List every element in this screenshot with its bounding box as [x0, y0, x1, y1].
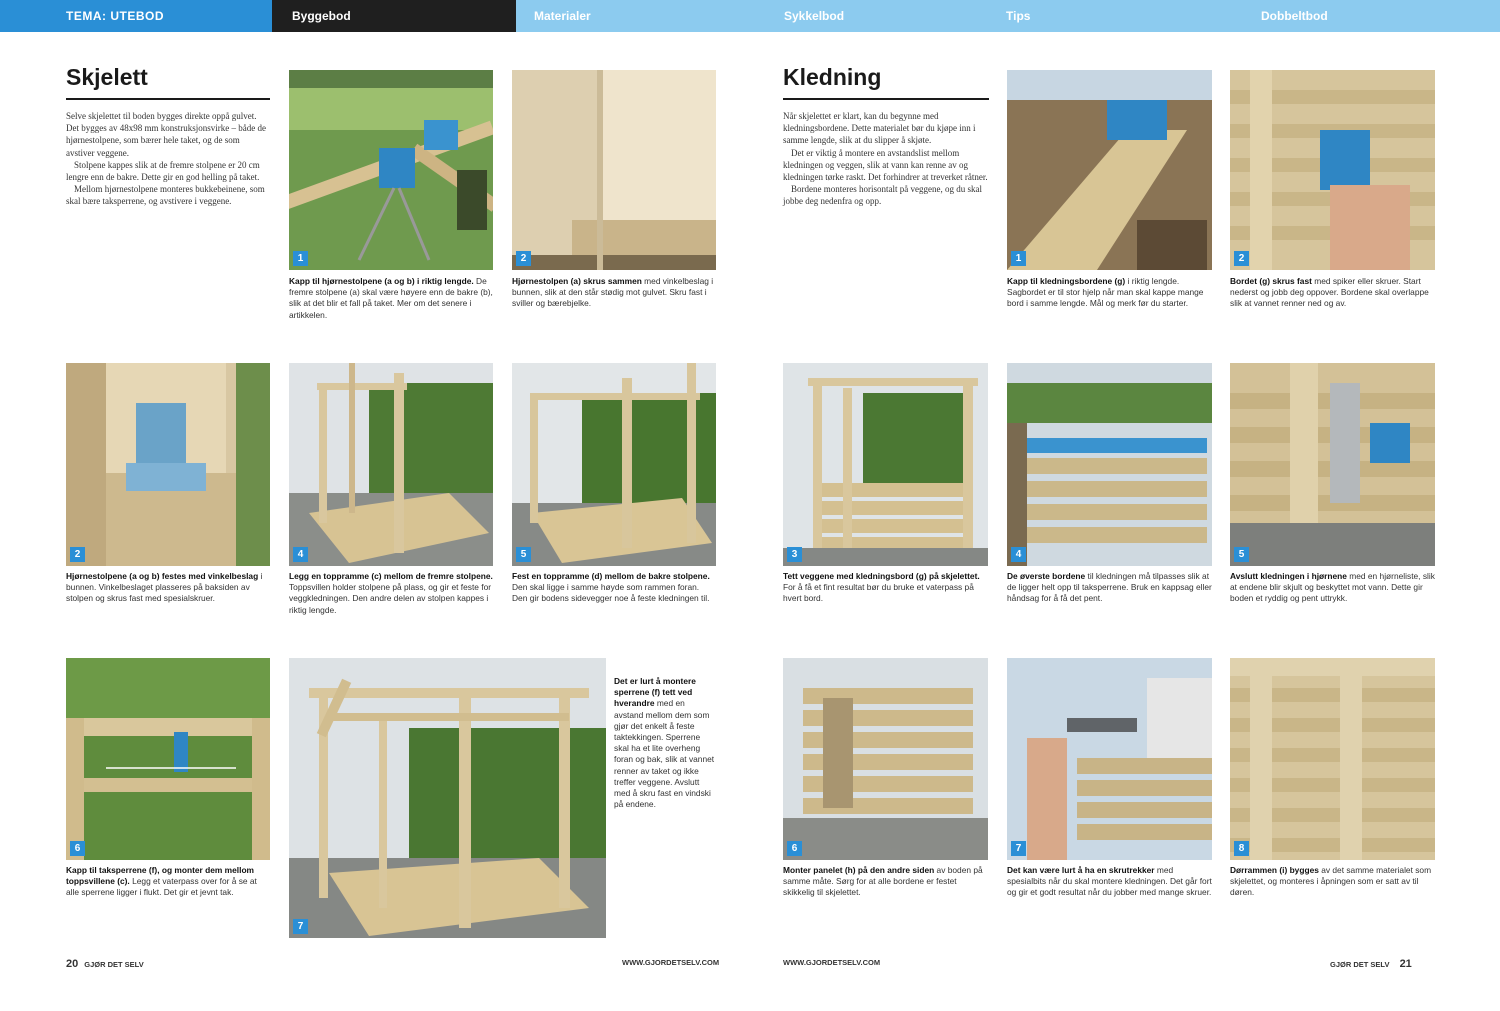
photo-cladding-7 [1007, 658, 1212, 860]
caption-body: med en hjørneliste, slik at endene blir skjult og beskyttet mot vann. Dette gir boden et ryddig og pent uttrykk. [1230, 571, 1435, 604]
caption-step-3 [66, 571, 270, 605]
caption-lead: De øverste bordene [1007, 571, 1086, 581]
section-title-right: Kledning [783, 64, 882, 90]
photo-step-7 [289, 658, 606, 938]
intro-paragraph: Når skjelettet er klart, kan du begynne med kledningsbordene. Dette materialet bør du kjøpe inn i samme lengde, slik at du slipper å skjøte. [783, 111, 976, 146]
photo-cladding-3 [783, 363, 988, 566]
caption-lead: Hjørnestolpen (a) skrus sammen [512, 276, 642, 286]
caption-step-2 [512, 276, 716, 310]
caption-lead: Dørrammen (i) bygges [1230, 865, 1319, 875]
nav-tab-active: Byggebod [272, 0, 516, 32]
intro-paragraph: Det er viktig å montere en avstandslist mellom kledningen og veggen, slik at vann kan renne av og kledningen tørke raskt. Det forhindrer at treverket råtner. [783, 147, 988, 183]
intro-paragraph: Bordene monteres horisontalt på veggene, og du skal jobbe deg nedenfra og opp. [783, 184, 982, 207]
caption-body: i bunnen. Vinkelbeslaget plasseres på baksiden av stolpen og skrus fast med spesialskruer. [66, 571, 263, 604]
caption-body: Toppsvillen holder stolpene på plass, og gir et feste for veggkledningen. Den andre delen av stolpen kappes i riktig lengde. [289, 582, 492, 615]
footer-left [66, 958, 144, 970]
section-title-left: Skjelett [66, 64, 148, 90]
caption-body: Den skal ligge i samme høyde som rammen foran. Den gir bodens sidevegger noe å feste kledningen til. [512, 582, 710, 604]
photo-step-3 [66, 363, 270, 566]
caption-body: De fremre stolpene (a) skal være høyere enn de bakre (b), slik at det blir et fall på taket. Mer om det senere i artikkelen. [289, 276, 493, 320]
title-rule [66, 98, 270, 100]
caption-body: med spesialbits når du skal montere kledningen. Det går fort og gir et godt resultat når du jobber med mange skruer. [1007, 865, 1212, 898]
caption-lead: Det kan være lurt å ha en skrutrekker [1007, 865, 1155, 875]
photo-cladding-1 [1007, 70, 1212, 270]
magazine-name: GJØR DET SELV [84, 960, 144, 969]
caption-step-4 [289, 571, 493, 616]
step-number: 5 [1234, 547, 1249, 562]
nav-tab: Tips [1006, 9, 1031, 23]
caption-body: med spiker eller skruer. Start nederst og jobb deg oppover. Bordene skal overlappe slik at vannet renner ned og av. [1230, 276, 1429, 309]
caption-cladding-5 [1230, 571, 1435, 605]
step-number: 3 [787, 547, 802, 562]
caption-lead: Bordet (g) skrus fast [1230, 276, 1312, 286]
intro-text-left [66, 110, 270, 208]
caption-step-1 [289, 276, 493, 321]
section-nav [0, 0, 1500, 32]
intro-paragraph: Mellom hjørnestolpene monteres bukkebeinene, som skal bære taksperrene, og avstivere i veggene. [66, 184, 265, 207]
footer-web-right: WWW.GJORDETSELV.COM [783, 958, 881, 967]
caption-body: til kledningen må tilpasses slik at de ligger helt opp til taksperrene. Bruk en kappsag eller håndsag for å få det pent. [1007, 571, 1212, 604]
magazine-name: GJØR DET SELV [1330, 960, 1390, 969]
intro-paragraph: Stolpene kappes slik at de fremre stolpene er 20 cm lengre enn de bakre. Dette gir en god helling på taket. [66, 159, 260, 183]
nav-tab: Dobbeltbod [1261, 9, 1328, 23]
step-number: 6 [787, 841, 802, 856]
caption-cladding-2 [1230, 276, 1435, 310]
caption-body: med vinkelbeslag i bunnen, slik at den står stødig mot gulvet. Skru fast i sviller og bærebjelke. [512, 276, 714, 309]
caption-cladding-4 [1007, 571, 1212, 605]
caption-lead: Monter panelet (h) på den andre siden [783, 865, 935, 875]
caption-cladding-6 [783, 865, 988, 899]
step-number: 8 [1234, 841, 1249, 856]
sidebar-body: med en avstand mellom dem som gjør det enkelt å feste taktekkingen. Sperrene skal ha et lite overheng foran og bak, slik at vannet renner av taket og ikke treffer veggene. Avslutt med å skru fast en vindski på endene. [614, 698, 715, 810]
caption-step-6 [66, 865, 270, 899]
step-number: 7 [293, 919, 308, 934]
photo-step-2 [512, 70, 716, 270]
caption-lead: Tett veggene med kledningsbord (g) på skjelettet. [783, 571, 980, 581]
caption-body: av det samme materialet som skjelettet, og monteres i åpningen som er satt av til døren. [1230, 865, 1432, 898]
nav-tab: Sykkelbod [784, 9, 845, 23]
sidebar-note [614, 676, 716, 810]
caption-lead: Kapp til taksperrene (f), og monter dem mellom toppsvillene (c). [66, 865, 255, 887]
caption-cladding-8 [1230, 865, 1435, 899]
caption-lead: Kapp til kledningsbordene (g) [1007, 276, 1126, 286]
step-number: 2 [516, 251, 531, 266]
step-number: 5 [516, 547, 531, 562]
caption-body: For å få et fint resultat bør du bruke et vaterpass på hvert bord. [783, 582, 974, 604]
caption-step-5 [512, 571, 716, 605]
step-number: 4 [1011, 547, 1026, 562]
photo-cladding-2 [1230, 70, 1435, 270]
nav-tabs [516, 0, 1500, 32]
footer-right [1330, 958, 1418, 970]
step-number: 7 [1011, 841, 1026, 856]
step-number: 1 [293, 251, 308, 266]
step-number: 6 [70, 841, 85, 856]
caption-body: i riktig lengde. Sagbordet er til stor hjelp når man skal kappe mange bord i samme lengde. Mål og merk før du starter. [1007, 276, 1204, 309]
caption-lead: Legg en toppramme (c) mellom de fremre stolpene. [289, 571, 493, 581]
title-rule [783, 98, 989, 100]
caption-body: av boden på samme måte. Sørg for at alle bordene er festet skikkelig til skjelettet. [783, 865, 983, 898]
photo-cladding-5 [1230, 363, 1435, 566]
step-number: 1 [1011, 251, 1026, 266]
sidebar-lead: Det er lurt å montere sperrene (f) tett ved hverandre [614, 676, 696, 709]
caption-lead: Kapp til hjørnestolpene (a og b) i riktig lengde. [289, 276, 474, 286]
step-number: 2 [70, 547, 85, 562]
photo-step-6 [66, 658, 270, 860]
photo-cladding-8 [1230, 658, 1435, 860]
photo-step-5 [512, 363, 716, 566]
footer-web-left: WWW.GJORDETSELV.COM [622, 958, 720, 967]
caption-cladding-3 [783, 571, 988, 605]
nav-brand: TEMA: UTEBOD [0, 0, 272, 32]
page-number: 21 [1399, 958, 1412, 970]
step-number: 4 [293, 547, 308, 562]
caption-body: Legg et vaterpass over for å se at alle sperrene ligger i flukt. Det gir et jevnt tak. [66, 876, 257, 898]
caption-cladding-1 [1007, 276, 1212, 310]
caption-cladding-7 [1007, 865, 1212, 899]
photo-cladding-4 [1007, 363, 1212, 566]
intro-text-right [783, 110, 989, 208]
page-number: 20 [66, 958, 79, 970]
intro-paragraph: Selve skjelettet til boden bygges direkte oppå gulvet. Det bygges av 48x98 mm konstruksjonsvirke – både de hjørnestolpene, som bærer hele taket, og de som avstiver veggene. [66, 111, 266, 158]
caption-lead: Hjørnestolpene (a og b) festes med vinkelbeslag [66, 571, 259, 581]
caption-lead: Fest en toppramme (d) mellom de bakre stolpene. [512, 571, 710, 581]
step-number: 2 [1234, 251, 1249, 266]
photo-step-1 [289, 70, 493, 270]
photo-cladding-6 [783, 658, 988, 860]
photo-step-4 [289, 363, 493, 566]
caption-lead: Avslutt kledningen i hjørnene [1230, 571, 1347, 581]
nav-tab: Materialer [534, 9, 591, 23]
